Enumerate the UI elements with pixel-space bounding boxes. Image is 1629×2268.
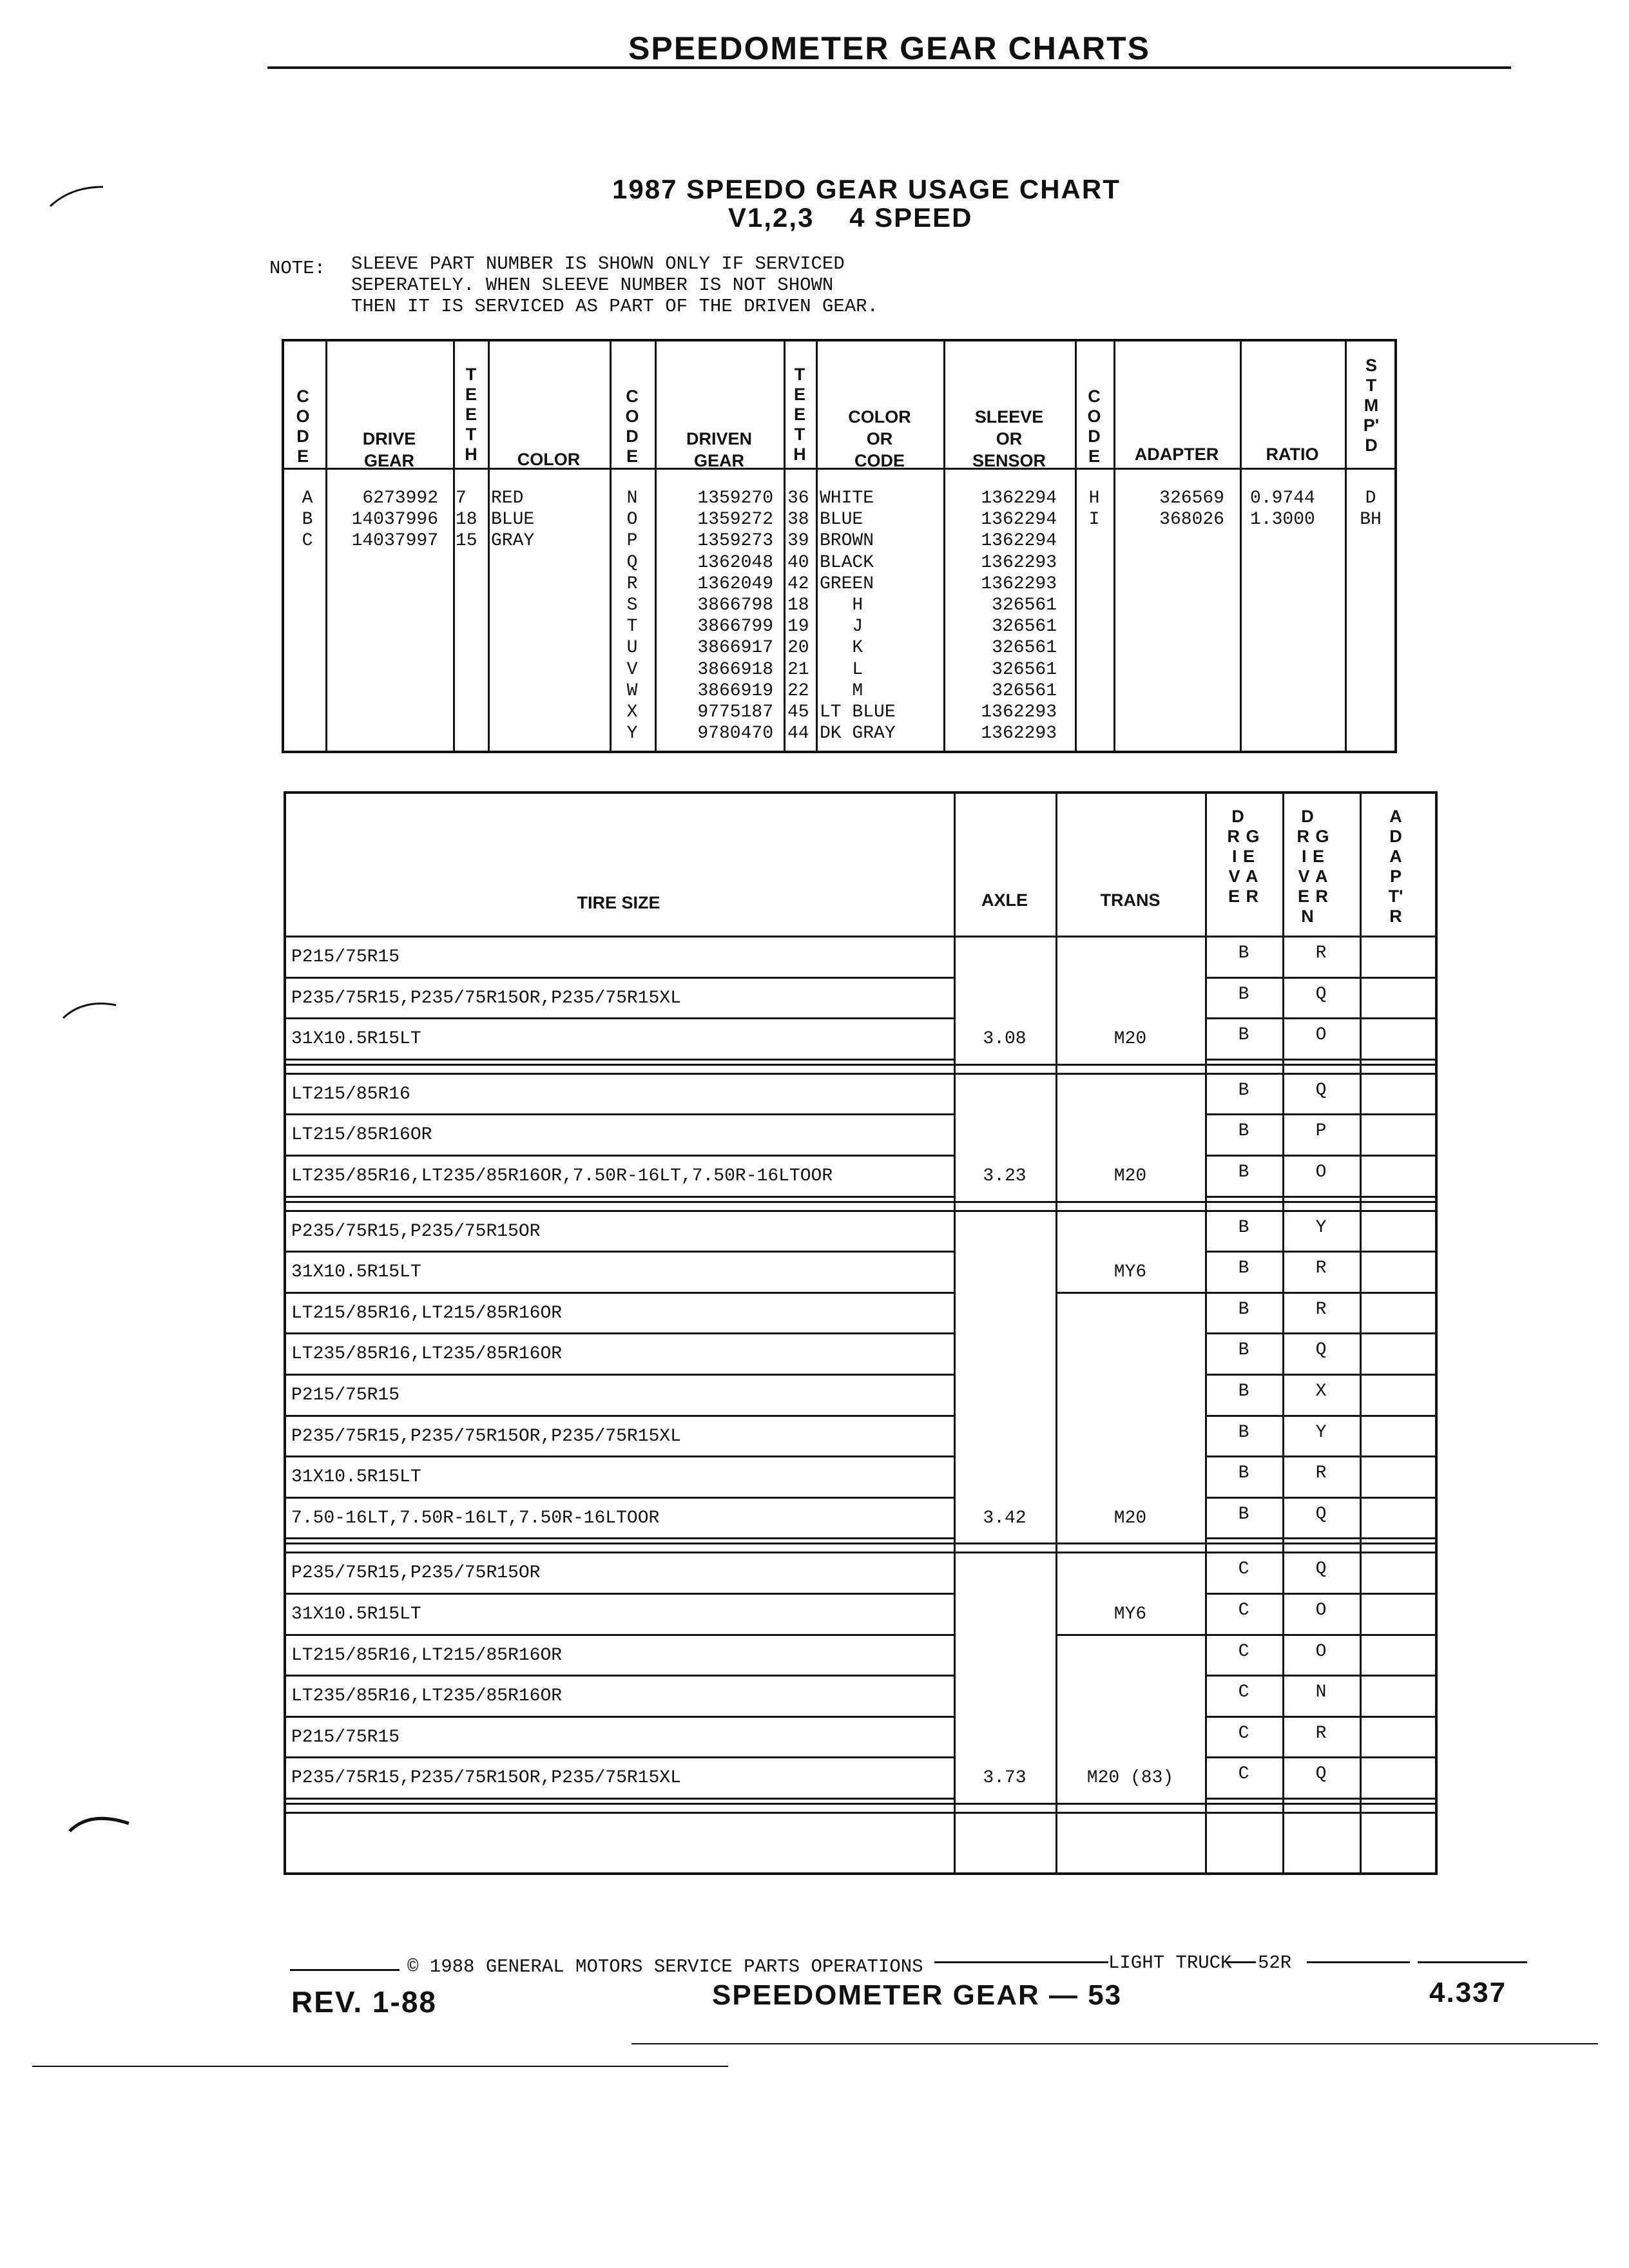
group-rule-2 [284,1073,1438,1075]
driven-gear-cell: O [1315,1641,1327,1662]
tire-size-cell: P215/75R15 [291,1385,400,1405]
drive-teeth: 7 18 15 [456,488,477,552]
tire-row-rule [284,1537,954,1539]
driven-gear-cell: Q [1315,1559,1327,1580]
tire-row-rule-gears [1205,977,1438,979]
drive-gear-cell: C [1238,1764,1249,1785]
drive-gear-cell: B [1238,984,1249,1004]
driven-gear-cell: Q [1315,1340,1327,1361]
header-rule [267,66,1511,69]
tire-row-rule-gears [1205,1798,1438,1800]
tire-size-cell: 31X10.5R15LT [291,1467,421,1488]
driven-gear-cell: O [1315,1162,1327,1182]
tire-size-cell: LT235/85R16,LT235/85R16OR [291,1344,563,1365]
header-axle: AXLE [981,890,1028,910]
header-trans: TRANS [1100,890,1161,910]
note-label: NOTE: [269,258,326,279]
tire-row-rule [284,1017,954,1019]
tire-row-rule [284,1374,954,1376]
driven-gear-cell: O [1315,1600,1327,1620]
driven-colors: WHITE BLUE BROWN BLACK GREEN H J K L M LT BLUE DK GRAY [820,488,896,744]
footer-rule-mid [934,1961,1108,1963]
trans-cell: MY6 [1113,1604,1147,1624]
tire-row-rule [284,1756,954,1758]
tire-row-rule-gears [1205,1059,1438,1061]
tire-row-rule [284,1292,954,1294]
drive-codes: A B C [302,488,313,552]
bottom-rule-2 [32,2066,728,2067]
margin-mark [58,992,122,1031]
trans-cell: MY6 [1113,1262,1147,1283]
tire-size-cell: LT215/85R16,LT215/85R16OR [291,1303,563,1323]
drive-gear-cell: C [1238,1559,1249,1580]
footer-rule-mid-2 [1226,1961,1256,1963]
footer-rule-right-2 [1418,1961,1527,1963]
ratios: 0.9744 1.3000 [1250,488,1315,530]
drive-gear-cell: B [1238,1340,1249,1361]
driven-gear-cell: R [1315,1299,1327,1320]
driven-codes: N O P Q R S T U V W X Y [626,488,638,744]
driven-gear-cell: N [1315,1682,1327,1703]
tire-table-col-line [1055,791,1057,1875]
axle-cell: 3.73 [983,1768,1027,1789]
page-header: SPEEDOMETER GEAR CHARTS [628,30,1150,66]
tire-size-cell: 31X10.5R15LT [291,1262,421,1283]
header-teeth-2: T E E T H [793,365,806,464]
drive-gear-cell: B [1238,1504,1249,1524]
driven-gears: 1359270 1359272 1359273 1362048 1362049 3866798 3866799 3866917 3866918 3866919 9775187 9780470 [697,488,773,744]
tire-size-cell: LT215/85R16 [291,1084,410,1104]
tire-row-rule-gears [1205,1017,1438,1019]
driven-gear-cell: Y [1315,1422,1327,1443]
tire-row-rule [284,1251,954,1253]
tire-size-cell: P235/75R15,P235/75R15OR,P235/75R15XL [291,1426,681,1446]
driven-gear-cell: Q [1315,1504,1327,1524]
tire-size-cell: P235/75R15,P235/75R15OR [291,1563,541,1584]
tire-size-cell: LT215/85R16,LT215/85R16OR [291,1645,563,1666]
tire-row-rule-gears [1205,1593,1438,1595]
chart-title: 1987 SPEEDO GEAR USAGE CHART [612,174,1121,204]
tire-size-cell: P215/75R15 [291,947,400,967]
tire-row-rule [284,1332,954,1334]
group-rule [284,1542,1438,1544]
driven-gear-cell: Q [1315,1080,1327,1100]
tire-row-rule-gears [1205,1374,1438,1376]
note-line-1: SLEEVE PART NUMBER IS SHOWN ONLY IF SERVICED [351,253,845,274]
tire-row-rule-gears [1205,1155,1438,1157]
trans-cell: M20 (83) [1086,1768,1174,1789]
tire-row-rule [284,1113,954,1115]
tire-size-cell: 7.50-16LT,7.50R-16LT,7.50R-16LTOOR [291,1508,660,1528]
tire-row-rule [284,1497,954,1499]
trans-rule [1055,1292,1205,1294]
drive-gears: 6273992 14037996 14037997 [351,488,438,552]
tire-row-rule-gears [1205,1756,1438,1758]
header-adapter-tire: A D A P T' R [1388,807,1403,926]
driven-gear-cell: R [1315,1258,1327,1279]
footer-rule-right [1307,1961,1410,1963]
drive-gear-cell: C [1238,1641,1249,1662]
footer-title: SPEEDOMETER GEAR — 53 [712,1979,1123,2011]
tire-size-cell: LT235/85R16,LT235/85R16OR,7.50R-16LT,7.50R-16LTOOR [291,1166,833,1186]
tire-size-cell: P215/75R15 [291,1727,400,1747]
tire-size-cell: P235/75R15,P235/75R15OR,P235/75R15XL [291,1768,681,1789]
tire-row-rule-gears [1205,1634,1438,1636]
axle-cell: 3.23 [983,1166,1027,1186]
drive-gear-cell: B [1238,1258,1249,1279]
header-driven-gear-tire: D R G I E V A E R N [1296,807,1330,926]
tire-row-rule-gears [1205,1292,1438,1294]
axle-cell: 3.42 [983,1508,1027,1528]
driven-gear-cell: Q [1315,1764,1327,1785]
header-stamped: S T M P' D [1363,356,1380,455]
note-line-3: THEN IT IS SERVICED AS PART OF THE DRIVEN GEAR. [351,296,878,317]
footer-rule-left [290,1969,400,1971]
group-rule [284,1803,1438,1805]
adapters: 326569 368026 [1159,488,1224,530]
tire-row-rule-gears [1205,1497,1438,1499]
tire-row-rule-gears [1205,1716,1438,1718]
margin-mark [45,180,110,219]
drive-gear-cell: B [1238,1381,1249,1401]
driven-gear-cell: X [1315,1381,1327,1401]
driven-gear-cell: P [1315,1121,1327,1142]
driven-gear-cell: Q [1315,984,1327,1004]
header-sleeve-or-sensor: SLEEVE OR SENSOR [972,407,1046,470]
header-ratio: RATIO [1266,445,1319,464]
stamped-codes: D BH [1360,488,1382,530]
trans-rule [1055,1634,1205,1636]
footer-page-number: 4.337 [1429,1977,1507,2008]
sleeves: 1362294 1362294 1362294 1362293 1362293 326561 326561 326561 326561 326561 1362293 1362293 [981,488,1057,744]
header-drive-gear-tire: D R G I E V A E R [1227,807,1260,906]
drive-gear-cell: B [1238,1463,1249,1484]
drive-gear-cell: B [1238,1025,1249,1046]
margin-mark [64,1804,135,1843]
drive-gear-cell: B [1238,1121,1249,1142]
tire-row-rule-gears [1205,1196,1438,1198]
driven-gear-cell: O [1315,1025,1327,1046]
header-adapter: ADAPTER [1134,445,1219,464]
tire-size-cell: LT235/85R16,LT235/85R16OR [291,1686,563,1707]
tire-size-cell: 31X10.5R15LT [291,1029,421,1050]
trans-cell: M20 [1113,1029,1147,1050]
drive-gear-cell: B [1238,1422,1249,1443]
tire-row-rule-gears [1205,1251,1438,1253]
drive-gear-cell: B [1238,1217,1249,1238]
driven-teeth: 36 38 39 40 42 18 19 20 21 22 45 44 [787,488,809,744]
header-color-or-code: COLOR OR CODE [848,407,911,470]
driven-gear-cell: R [1315,943,1327,963]
header-code-2: C O D E [625,387,639,466]
axle-cell: 3.08 [983,1029,1027,1050]
drive-gear-cell: C [1238,1600,1249,1620]
tire-row-rule [284,1675,954,1677]
drive-colors: RED BLUE GRAY [491,488,535,552]
tire-row-rule-gears [1205,1415,1438,1417]
header-driven-gear: DRIVEN GEAR [686,429,752,470]
drive-gear-cell: B [1238,943,1249,963]
group-rule [284,1064,1438,1066]
tire-row-rule [284,1798,954,1800]
driven-gear-cell: Y [1315,1217,1327,1238]
group-rule [284,1201,1438,1203]
tire-row-rule [284,1059,954,1061]
tire-row-rule-gears [1205,1113,1438,1115]
tire-size-cell: P235/75R15,P235/75R15OR,P235/75R15XL [291,988,681,1008]
tire-row-rule-gears [1205,1537,1438,1539]
drive-gear-cell: C [1238,1723,1249,1744]
tire-row-rule-gears [1205,1675,1438,1677]
tire-row-rule-gears [1205,1456,1438,1457]
tire-size-cell: LT215/85R16OR [291,1125,432,1146]
driven-gear-cell: R [1315,1723,1327,1744]
footer-rev: REV. 1-88 [291,1985,437,2019]
note-line-2: SEPERATELY. WHEN SLEEVE NUMBER IS NOT SHOWN [351,274,834,296]
header-teeth: T E E T H [465,365,477,464]
tire-row-rule [284,1155,954,1157]
chart-subtitle: V1,2,3 4 SPEED [728,202,973,233]
footer-copyright: © 1988 GENERAL MOTORS SERVICE PARTS OPERATIONS [407,1956,923,1977]
trans-cell: M20 [1113,1508,1147,1528]
drive-gear-cell: C [1238,1682,1249,1703]
drive-gear-cell: B [1238,1299,1249,1320]
group-rule-2 [284,1812,1438,1814]
drive-gear-cell: B [1238,1162,1249,1182]
header-code: C O D E [296,387,310,466]
tire-row-rule [284,1196,954,1198]
group-rule-2 [284,1210,1438,1212]
header-drive-gear: DRIVE GEAR [362,429,416,470]
tire-row-rule [284,1456,954,1457]
tire-size-cell: 31X10.5R15LT [291,1604,421,1624]
tire-row-rule-gears [1205,1332,1438,1334]
group-rule-2 [284,1552,1438,1553]
tire-row-rule [284,1716,954,1718]
header-code-3: C O D E [1087,387,1101,466]
footer-light-truck: LIGHT TRUCK [1108,1952,1232,1974]
trans-cell: M20 [1113,1166,1147,1186]
tire-row-rule [284,1415,954,1417]
tire-row-rule [284,1593,954,1595]
bottom-rule [631,2043,1598,2044]
tire-size-cell: P235/75R15,P235/75R15OR [291,1221,541,1242]
driven-gear-cell: R [1315,1463,1327,1484]
header-color: COLOR [517,450,581,469]
tire-row-rule [284,1634,954,1636]
tire-table-header-rule [284,936,1438,937]
footer-52r: 52R [1258,1952,1292,1974]
adapter-codes: H I [1088,488,1100,530]
tire-row-rule [284,977,954,979]
tire-table-col-line [954,791,956,1875]
header-tire-size: TIRE SIZE [577,893,660,912]
drive-gear-cell: B [1238,1080,1249,1100]
